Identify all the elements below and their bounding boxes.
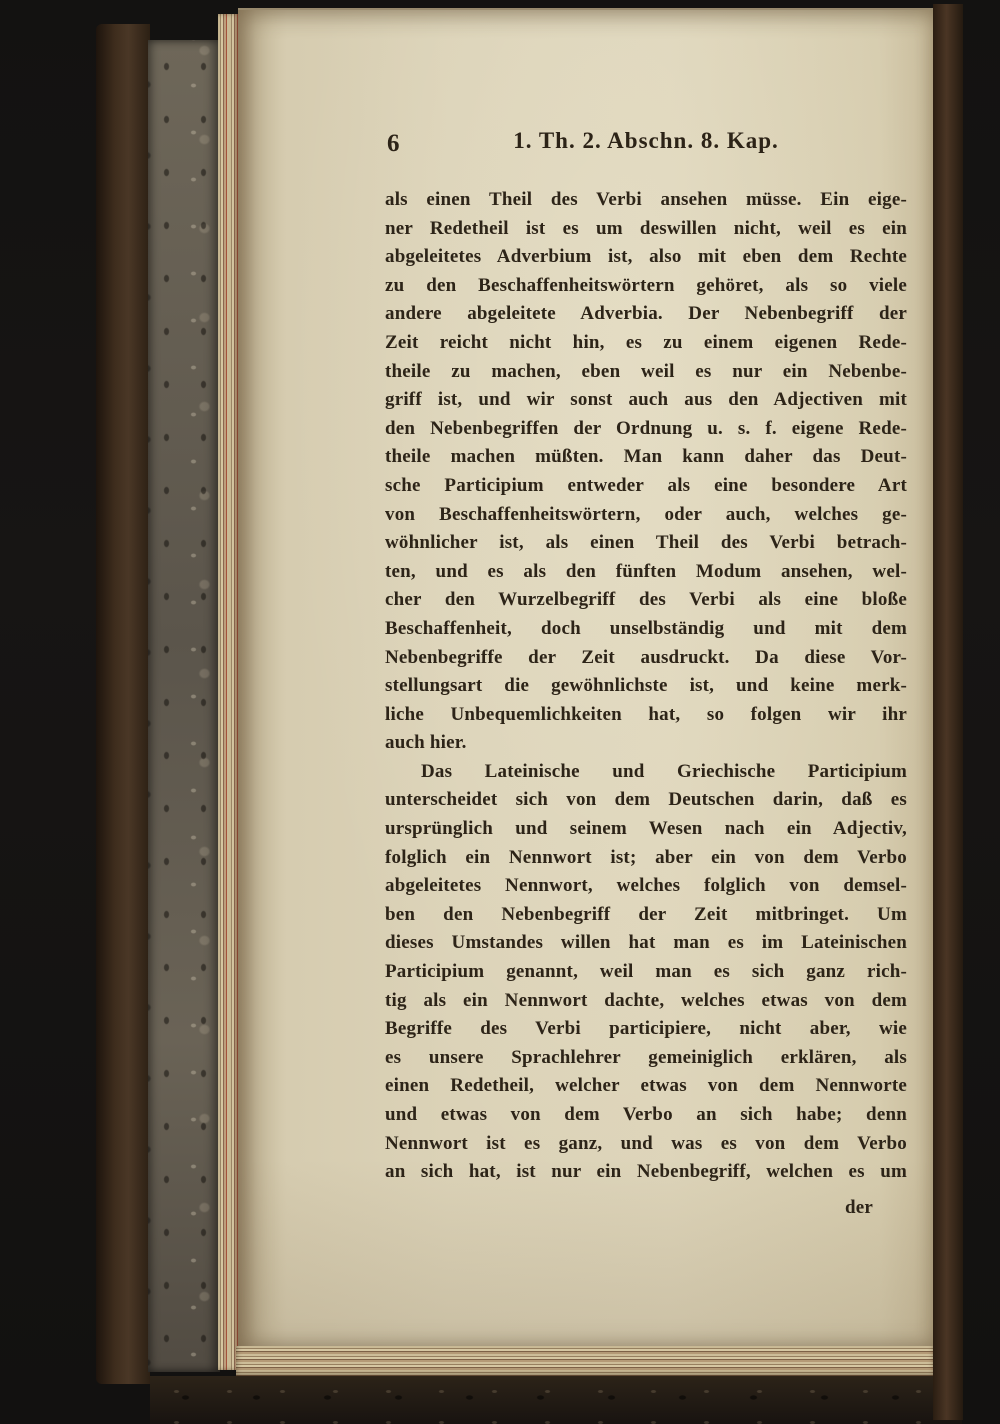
text-line: einen Redetheil, welcher etwas von dem Nennworte xyxy=(385,1075,907,1097)
book-cover-left xyxy=(96,24,150,1384)
page-stack-edge-left xyxy=(218,14,240,1370)
text-line: sche Participium entweder als eine besondere Art xyxy=(385,474,907,496)
text-line: Beschaffenheit, doch unselbständig und mit dem xyxy=(385,617,907,639)
body-text xyxy=(385,186,907,1222)
text-line: ursprünglich und seinem Wesen nach ein Adjectiv, xyxy=(385,818,907,840)
catchword: der xyxy=(844,1196,873,1218)
text-line: andere abgeleitete Adverbia. Der Nebenbegriff der xyxy=(385,303,907,325)
text-line: Nebenbegriffe der Zeit ausdruckt. Da diese Vor- xyxy=(385,646,907,668)
page-stack-edge-bottom xyxy=(236,1346,934,1378)
text-line: stellungsart die gewöhnlichste ist, und keine merk- xyxy=(385,675,907,697)
book-cover-right xyxy=(933,4,963,1420)
text-line: auch hier. xyxy=(385,732,467,754)
text-line: als einen Theil des Verbi ansehen müsse. Ein eige- xyxy=(385,189,907,210)
text-line: Das Lateinische und Griechische Participium xyxy=(421,760,907,782)
running-header: 1. Th. 2. Abschn. 8. Kap. xyxy=(513,128,779,153)
book-bottom-edge xyxy=(150,1376,962,1424)
text-line: liche Unbequemlichkeiten hat, so folgen wir ihr xyxy=(385,703,907,725)
page-number: 6 xyxy=(387,130,400,157)
text-line: theile machen müßten. Man kann daher das Deut- xyxy=(385,446,907,468)
text-lines xyxy=(385,186,907,1187)
text-line: von Beschaffenheitswörtern, oder auch, welches ge- xyxy=(385,503,907,525)
text-line: Zeit reicht nicht hin, es zu einem eigenen Rede- xyxy=(385,331,907,353)
text-line: zu den Beschaffenheitswörtern gehöret, als so viele xyxy=(385,274,907,296)
text-line: ten, und es als den fünften Modum ansehen, wel- xyxy=(385,560,907,582)
text-line: dieses Umstandes willen hat man es im Lateinischen xyxy=(385,932,907,954)
text-line: ben den Nebenbegriff der Zeit mitbringet. Um xyxy=(385,903,907,925)
text-line: unterscheidet sich von dem Deutschen darin, daß es xyxy=(385,789,907,811)
text-line: den Nebenbegriffen der Ordnung u. s. f. eigene Rede- xyxy=(385,417,907,439)
text-line: Nennwort ist es ganz, und was es von dem Verbo xyxy=(385,1132,907,1154)
text-line: Begriffe des Verbi participiere, nicht aber, wie xyxy=(385,1018,907,1040)
text-line: tig als ein Nennwort dachte, welches etwas von dem xyxy=(385,989,907,1011)
text-line: theile zu machen, eben weil es nur ein Nebenbe- xyxy=(385,360,907,382)
text-line: ner Redetheil ist es um deswillen nicht, weil es ein xyxy=(385,217,907,239)
page-header-row xyxy=(385,128,907,162)
text-line: folglich ein Nennwort ist; aber ein von dem Verbo xyxy=(385,846,907,868)
text-line: griff ist, und wir sonst auch aus den Adjectiven mit xyxy=(385,389,907,411)
text-line: an sich hat, ist nur ein Nebenbegriff, welchen es um xyxy=(385,1161,907,1183)
text-line: Participium genannt, weil man es sich ganz rich- xyxy=(385,961,907,983)
text-line: und etwas von dem Verbo an sich habe; denn xyxy=(385,1104,907,1125)
text-line: wöhnlicher ist, als einen Theil des Verbi betrach- xyxy=(385,532,907,554)
marbled-board-edge xyxy=(148,40,220,1372)
text-line: es unsere Sprachlehrer gemeiniglich erklären, als xyxy=(385,1046,907,1068)
book-page xyxy=(238,10,935,1346)
text-line: cher den Wurzelbegriff des Verbi als eine bloße xyxy=(385,589,907,611)
text-line: abgeleitetes Nennwort, welches folglich von demsel- xyxy=(385,875,907,897)
text-line: abgeleitetes Adverbium ist, also mit eben dem Rechte xyxy=(385,246,907,268)
